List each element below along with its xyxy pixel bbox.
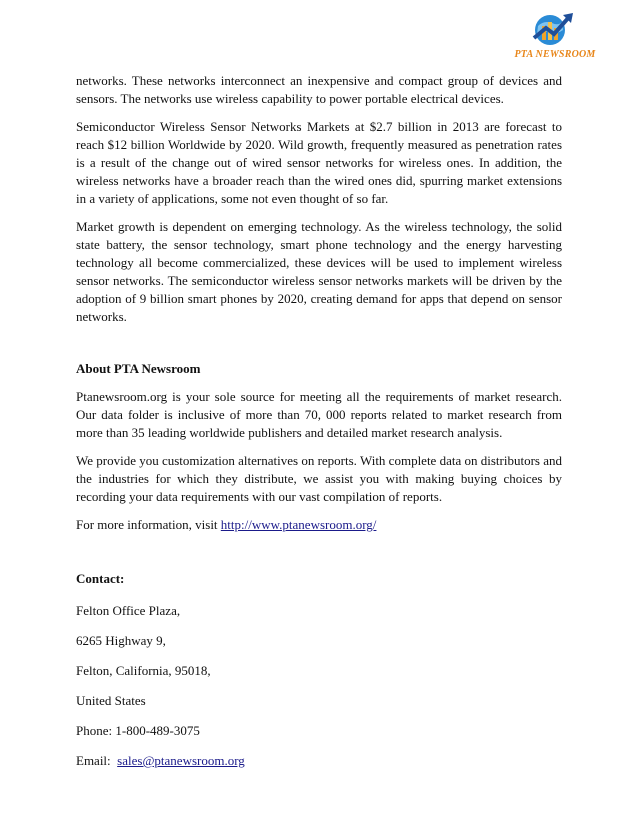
about-heading: About PTA Newsroom [76,361,201,376]
body-paragraph-1: networks. These networks interconnect an inexpensive and compact group of devices and sensors. The networks use wireless capability to power portable electrical devices. [76,73,562,106]
body-paragraph-2: Semiconductor Wireless Sensor Networks Markets at $2.7 billion in 2013 are forecast to reach $12 billion Worldwide by 2020. Wild growth, frequently measured as penetration rates is a result of the change out of wired sensor networks for wireless ones. In addition, the wireless networks have a broader reach than the wired ones did, spurring market extensions in a variety of applications, some not even thought of so far. [76,119,562,206]
body-paragraph-3: Market growth is dependent on emerging technology. As the wireless technology, the solid state battery, the sensor technology, smart phone technology and the energy harvesting technology all become commercialized, these devices will be used to implement wireless sensor networks. The semiconductor wireless sensor networks markets will be driven by the adoption of 9 billion smart phones by 2020, creating demand for apps that depend on sensor networks. [76,219,562,324]
document-body [76,72,562,782]
email-link[interactable]: sales@ptanewsroom.org [117,753,245,768]
contact-address-line-1: Felton Office Plaza, [76,603,181,618]
contact-phone: Phone: 1-800-489-3075 [76,723,200,738]
contact-email-line [76,752,562,770]
pta-newsroom-logo [500,8,610,64]
more-info-prefix: For more information, visit [76,517,221,532]
contact-address-line-3: Felton, California, 95018, [76,663,211,678]
more-info-line [76,516,562,534]
logo-text: PTA NEWSROOM [514,49,596,60]
contact-address-line-2: 6265 Highway 9, [76,633,166,648]
about-paragraph-2: We provide you customization alternatives on reports. With complete data on distributors and the industries for which they distribute, we assist you with making buying choices by recording your data requirements with our vast compilation of reports. [76,453,562,504]
email-prefix: Email: [76,753,114,768]
website-link[interactable]: http://www.ptanewsroom.org/ [220,517,377,532]
about-paragraph-1: Ptanewsroom.org is your sole source for meeting all the requirements of market research. Our data folder is inclusive of more than 70, 000 reports related to market research from more than 35 leading worldwide publishers and detailed market research analysis. [76,389,562,440]
contact-country: United States [76,693,146,708]
contact-heading: Contact: [76,571,125,586]
globe-chart-icon [530,8,580,48]
